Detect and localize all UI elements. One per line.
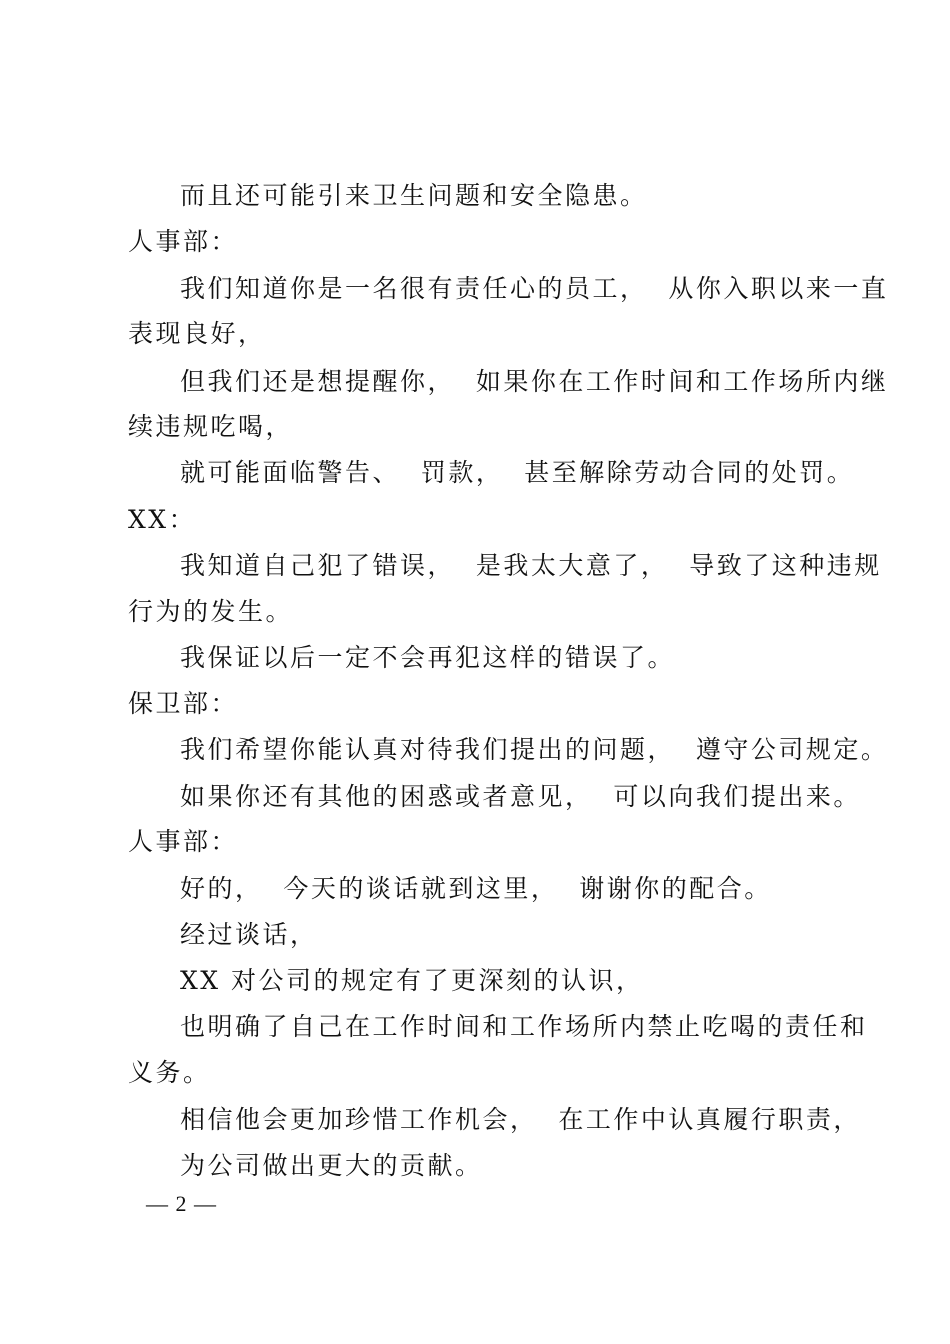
- speaker-label: 人事部：: [128, 827, 239, 856]
- paragraph-line: 我保证以后一定不会再犯这样的错误了。: [180, 643, 676, 672]
- paragraph-line: 续违规吃喝，: [128, 412, 294, 441]
- paragraph-line: 我们知道你是一名很有责任心的员工， 从你入职以来一直: [180, 274, 889, 303]
- paragraph-line: 为公司做出更大的贡献。: [180, 1151, 483, 1180]
- paragraph-line: 而且还可能引来卫生问题和安全隐患。: [180, 181, 648, 210]
- speaker-label: XX：: [128, 505, 197, 534]
- paragraph-line: 表现良好，: [128, 319, 266, 348]
- speaker-label: 人事部：: [128, 227, 239, 256]
- paragraph-line: 行为的发生。: [128, 597, 294, 626]
- paragraph-line: 好的， 今天的谈话就到这里， 谢谢你的配合。: [180, 874, 772, 903]
- paragraph-line: XX 对公司的规定有了更深刻的认识，: [180, 966, 644, 995]
- paragraph-line: 也明确了自己在工作时间和工作场所内禁止吃喝的责任和: [180, 1012, 868, 1041]
- paragraph-line: 就可能面临警告、 罚款， 甚至解除劳动合同的处罚。: [180, 458, 855, 487]
- paragraph-line: 经过谈话，: [180, 920, 318, 949]
- paragraph-line: 但我们还是想提醒你， 如果你在工作时间和工作场所内继: [180, 367, 889, 396]
- paragraph-line: 义务。: [128, 1058, 211, 1087]
- paragraph-line: 我们希望你能认真对待我们提出的问题， 遵守公司规定。: [180, 735, 889, 764]
- paragraph-line: 我知道自己犯了错误， 是我太大意了， 导致了这种违规: [180, 551, 882, 580]
- speaker-label: 保卫部：: [128, 689, 239, 718]
- paragraph-line: 如果你还有其他的困惑或者意见， 可以向我们提出来。: [180, 782, 861, 811]
- page-number: — 2 —: [146, 1191, 217, 1216]
- paragraph-line: 相信他会更加珍惜工作机会， 在工作中认真履行职责，: [180, 1105, 861, 1134]
